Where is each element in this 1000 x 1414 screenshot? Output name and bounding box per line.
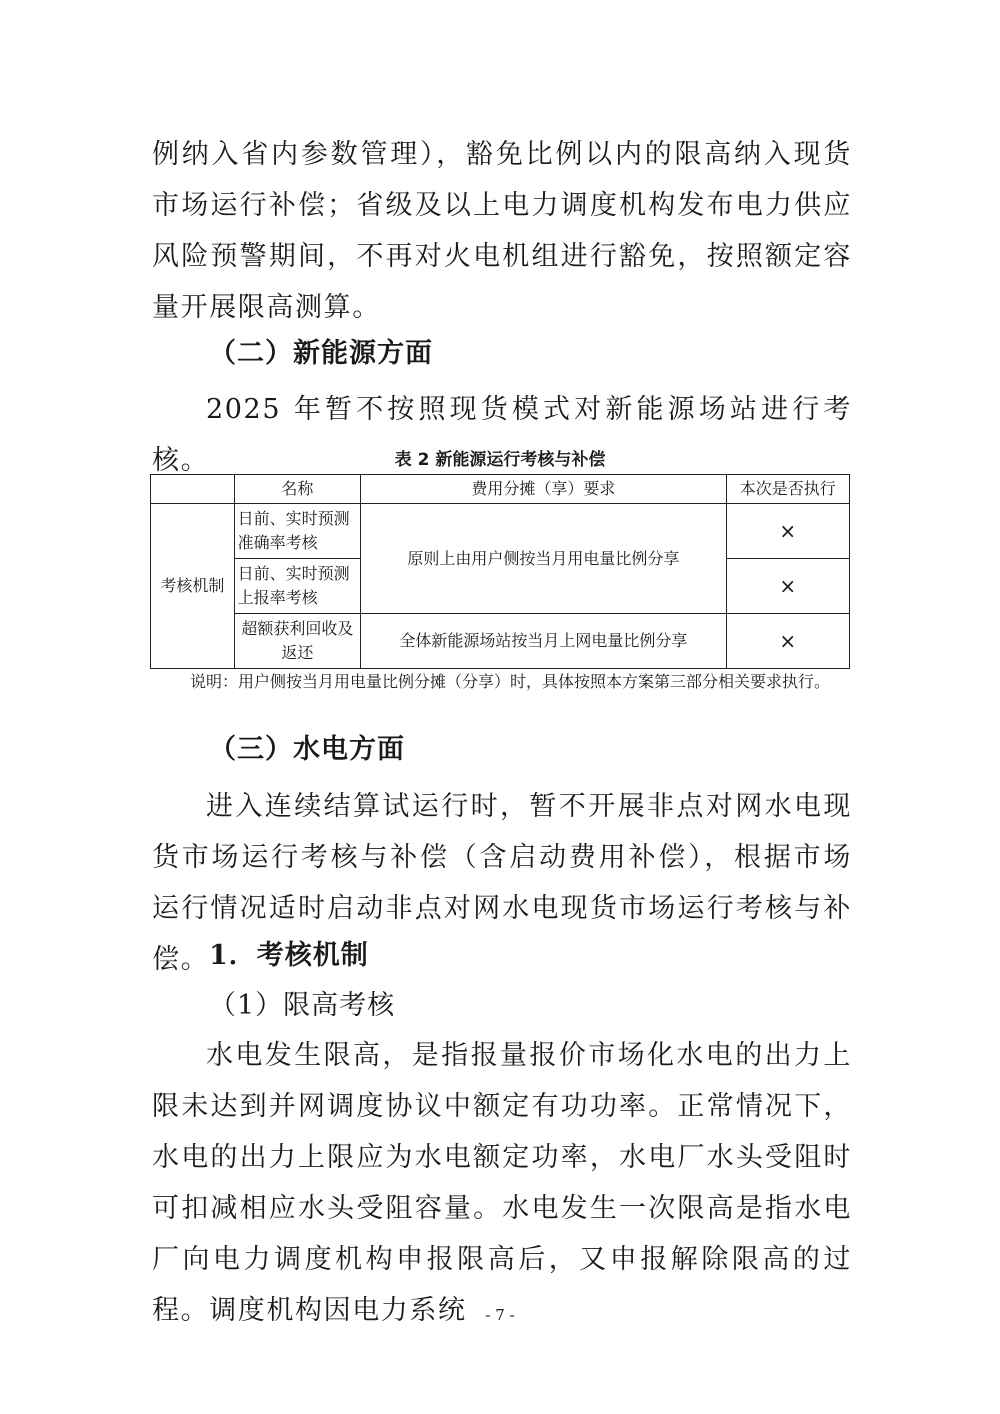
heading-assessment-mechanism: 1．考核机制 bbox=[209, 940, 369, 971]
group-label-cell: 考核机制 bbox=[151, 504, 235, 669]
row-name-cell: 日前、实时预测上报率考核 bbox=[234, 559, 361, 614]
table-header-requirement: 费用分摊（享）要求 bbox=[361, 475, 726, 504]
heading-limit-assessment: （1）限高考核 bbox=[209, 990, 396, 1021]
table-note: 说明：用户侧按当月用电量比例分摊（分享）时，具体按照本方案第三部分相关要求执行。 bbox=[190, 672, 831, 691]
paragraph-thermal-exemption: 例纳入省内参数管理），豁免比例以内的限高纳入现货市场运行补偿；省级及以上电力调度机构发布电力供应风险预警期间，不再对火电机组进行豁免，按照额定容量开展限高测算。 bbox=[152, 139, 852, 323]
table-header-executed: 本次是否执行 bbox=[726, 475, 849, 504]
row-name-cell: 日前、实时预测准确率考核 bbox=[234, 504, 361, 559]
table-caption: 表 2 新能源运行考核与补偿 bbox=[394, 450, 606, 470]
paragraph-hydropower: 进入连续结算试运行时，暂不开展非点对网水电现货市场运行考核与补偿（含启动费用补偿），根据市场运行情况适时启动非点对网水电现货市场运行考核与补偿。 bbox=[152, 791, 852, 975]
heading-hydropower: （三）水电方面 bbox=[209, 734, 405, 765]
paragraph-new-energy: 2025 年暂不按照现货模式对新能源场站进行考核。 bbox=[152, 394, 852, 476]
page-number: - 7 - bbox=[485, 1306, 515, 1324]
heading-new-energy: （二）新能源方面 bbox=[209, 338, 433, 369]
paragraph-hydro-limit: 水电发生限高，是指报量报价市场化水电的出力上限未达到并网调度协议中额定有功功率。正常情况下，水电的出力上限应为水电额定功率，水电厂水头受阻时可扣减相应水头受阻容量。水电发生一次限高是指水电厂向电力调度机构申报限高后，又申报解除限高的过程。调度机构因电力系统 bbox=[152, 1040, 852, 1326]
executed-mark: × bbox=[726, 614, 849, 669]
row-requirement-cell: 全体新能源场站按当月上网电量比例分享 bbox=[361, 614, 726, 669]
table-row bbox=[151, 504, 850, 559]
table-header-row bbox=[151, 475, 850, 504]
executed-mark: × bbox=[726, 559, 849, 614]
table-header-blank bbox=[151, 475, 235, 504]
executed-mark: × bbox=[726, 504, 849, 559]
new-energy-assessment-table bbox=[150, 474, 850, 669]
table-row bbox=[151, 614, 850, 669]
row-name-cell: 超额获利回收及返还 bbox=[234, 614, 361, 669]
row-requirement-cell: 原则上由用户侧按当月用电量比例分享 bbox=[361, 504, 726, 614]
table-header-name: 名称 bbox=[234, 475, 361, 504]
